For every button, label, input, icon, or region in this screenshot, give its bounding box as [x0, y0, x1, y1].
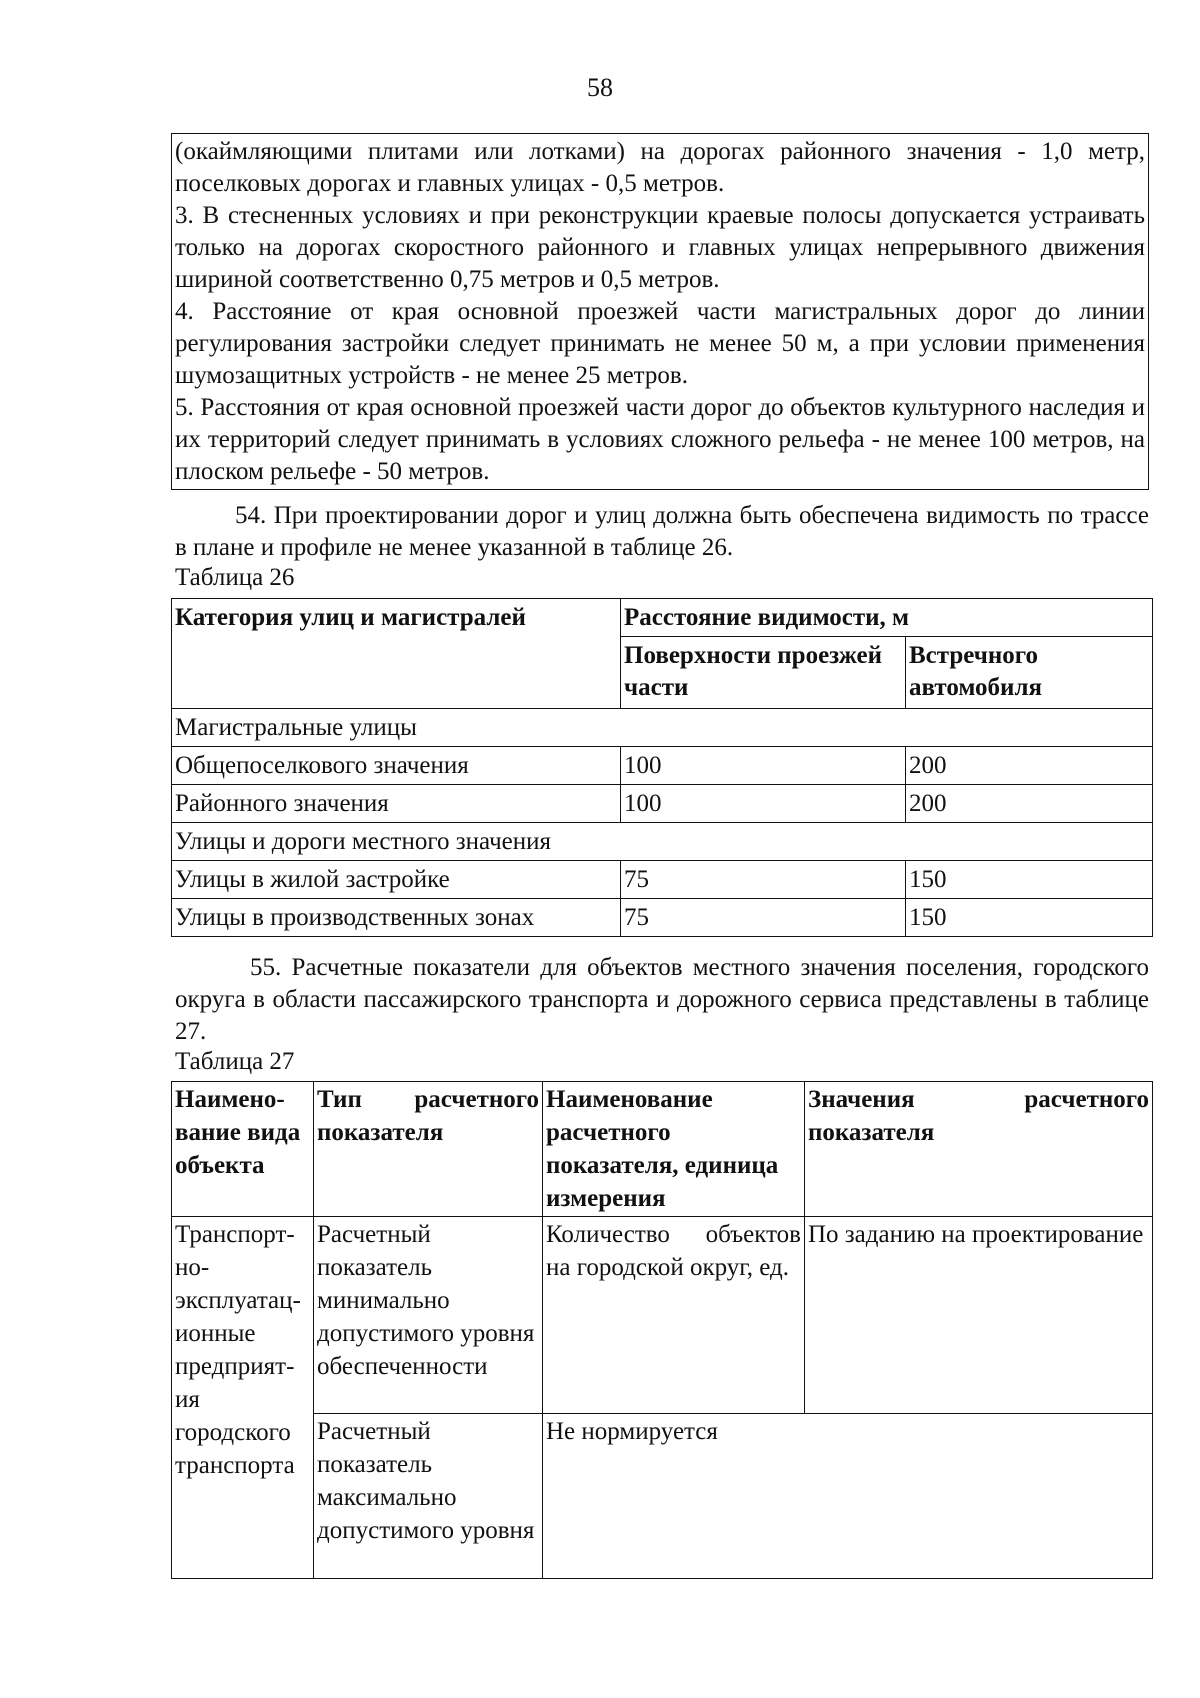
paragraph-55: 55. Расчетные показатели для объектов местного значения поселения, городского округа в области пассажирского транспорта и дорожного сервиса представлены в таблице 27.: [175, 954, 1149, 1045]
table-row: [172, 1414, 1153, 1579]
row-type: Расчетный показатель максимально допустимого уровня: [314, 1414, 543, 1579]
row-type: Расчетный показатель минимально допустимого уровня обеспеченности: [314, 1217, 543, 1414]
row-oncoming: 200: [906, 785, 1153, 823]
table-row: [172, 785, 1153, 823]
group-main-streets: Магистральные улицы: [172, 709, 1153, 747]
page-number: 58: [587, 73, 613, 102]
header-object-type: Наимено-вание вида объекта: [172, 1082, 314, 1217]
row-name: Улицы в производственных зонах: [172, 899, 621, 937]
row-surface: 100: [621, 785, 906, 823]
note-4: 4. Расстояние от края основной проезжей части магистральных дорог до линии регулирования застройки следует принимать не менее 50 м, а при условии применения шумозащитных устройств - не менее 25 метров.: [175, 298, 1145, 389]
row-oncoming: 200: [906, 747, 1153, 785]
row-indicator: Количество объектов на городской округ, ед.: [543, 1217, 805, 1414]
note-3: 3. В стесненных условиях и при реконструкции краевые полосы допускается устраивать только на дорогах скоростного районного и главных улицах непрерывного движения шириной соответственно 0,75 метров и 0,5 метров.: [175, 202, 1145, 293]
group-local-streets: Улицы и дороги местного значения: [172, 823, 1153, 861]
object-name: Транспортно-эксплуатационные предприятия городского транспорта: [172, 1217, 314, 1579]
note-continuation: (окаймляющими плитами или лотками) на дорогах районного значения - 1,0 метр, поселковых дорогах и главных улицах - 0,5 метров.: [175, 138, 1145, 197]
table-row: [172, 861, 1153, 899]
header-oncoming: Встречного автомобиля: [906, 637, 1153, 709]
row-surface: 100: [621, 747, 906, 785]
paragraph-54: 54. При проектировании дорог и улиц должна быть обеспечена видимость по трассе в плане и профиле не менее указанной в таблице 26.: [175, 502, 1149, 561]
note-5: 5. Расстояния от края основной проезжей части дорог до объектов культурного наследия и их территорий следует принимать в условиях сложного рельефа - не менее 100 метров, на плоском рельефе - 50 метров.: [175, 394, 1145, 485]
row-value: По заданию на проектирование: [805, 1217, 1153, 1414]
notes-box: [171, 133, 1149, 490]
table-row: [172, 747, 1153, 785]
row-value: Не нормируется: [543, 1414, 1153, 1579]
header-indicator-type: Тип расчетного показателя: [314, 1082, 543, 1217]
header-indicator-value: Значения расчетного показателя: [805, 1082, 1153, 1217]
header-indicator-name: Наименование расчетного показателя, единица измерения: [543, 1082, 805, 1217]
table-row: [172, 1217, 1153, 1414]
row-oncoming: 150: [906, 899, 1153, 937]
table-27-caption: Таблица 27: [175, 1048, 295, 1075]
row-name: Улицы в жилой застройке: [172, 861, 621, 899]
header-distance: Расстояние видимости, м: [621, 599, 1153, 637]
table-row: [172, 899, 1153, 937]
row-name: Общепоселкового значения: [172, 747, 621, 785]
table-26-caption: Таблица 26: [175, 564, 295, 591]
row-name: Районного значения: [172, 785, 621, 823]
header-surface: Поверхности проезжей части: [621, 637, 906, 709]
header-category: Категория улиц и магистралей: [172, 599, 621, 709]
row-surface: 75: [621, 899, 906, 937]
table-26: [171, 598, 1153, 937]
row-oncoming: 150: [906, 861, 1153, 899]
row-surface: 75: [621, 861, 906, 899]
table-27: [171, 1081, 1153, 1579]
